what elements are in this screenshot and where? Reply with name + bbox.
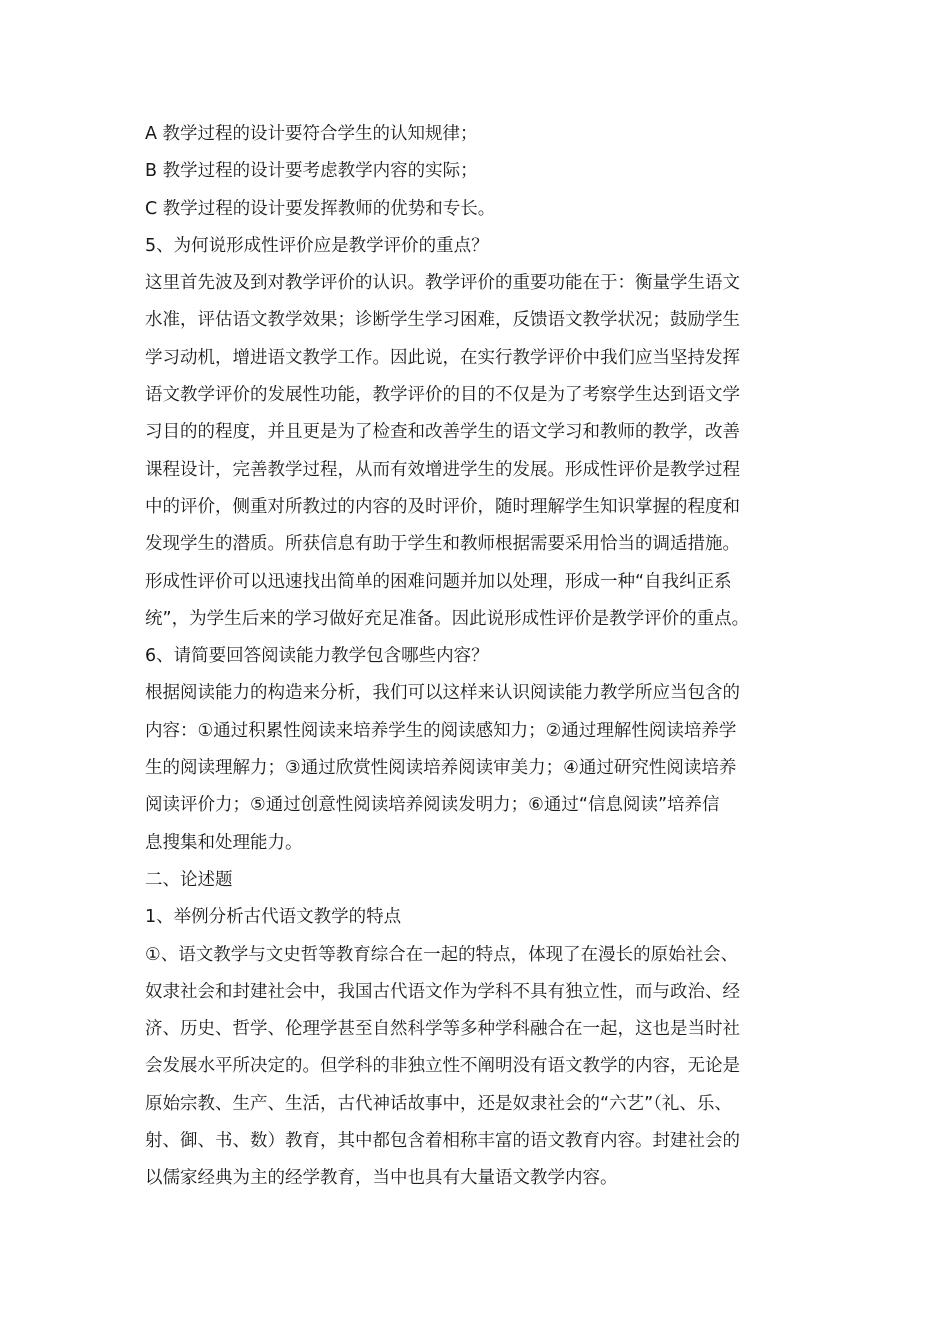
paragraph-line: 形成性评价可以迅速找出简单的困难问题并加以处理，形成一种“自我纠正系 — [145, 571, 732, 592]
option-c-line: C 教学过程的设计要发挥教师的优势和专长。 — [145, 198, 496, 219]
paragraph-line: 统”，为学生后来的学习做好充足准备。因此说形成性评价是教学评价的重点。 — [145, 608, 750, 629]
paragraph-line: ①、语文教学与文史哲等教育综合在一起的特点，体现了在漫长的原始社会、 — [145, 944, 739, 965]
question-5-heading: 5、为何说形成性评价应是教学评价的重点？ — [145, 235, 489, 256]
paragraph-line: 济、历史、哲学、伦理学甚至自然科学等多种学科融合在一起，这也是当时社 — [145, 1019, 740, 1040]
paragraph-line: 息搜集和处理能力。 — [145, 832, 303, 853]
paragraph-line: 阅读评价力；⑤通过创意性阅读培养阅读发明力；⑥通过“信息阅读”培养信 — [145, 795, 720, 816]
paragraph-line: 奴隶社会和封建社会中，我国古代语文作为学科不具有独立性，而与政治、经 — [145, 981, 740, 1002]
question-6-heading: 6、请简要回答阅读能力教学包含哪些内容？ — [145, 646, 489, 667]
document-body — [145, 116, 810, 1198]
paragraph-line: 会发展水平所决定的。但学科的非独立性不阐明没有语文教学的内容，无论是 — [145, 1056, 740, 1077]
paragraph-line: 内容：①通过积累性阅读来培养学生的阅读感知力；②通过理解性阅读培养学 — [145, 720, 737, 741]
paragraph-line: 学习动机，增进语文教学工作。因此说，在实行教学评价中我们应当坚持发挥 — [145, 347, 740, 368]
paragraph-line: 水准，评估语文教学效果；诊断学生学习困难，反馈语文教学状况；鼓励学生 — [145, 310, 740, 331]
paragraph-line: 习目的的程度，并且更是为了检查和改善学生的语文学习和教师的教学，改善 — [145, 422, 740, 443]
paragraph-line: 射、御、书、数）教育，其中都包含着相称丰富的语文教育内容。封建社会的 — [145, 1131, 740, 1152]
paragraph-line: 以儒家经典为主的经学教育，当中也具有大量语文教学内容。 — [145, 1168, 618, 1189]
option-b-line: B 教学过程的设计要考虑教学内容的实际； — [145, 161, 478, 182]
paragraph-line: 课程设计，完善教学过程，从而有效增进学生的发展。形成性评价是教学过程 — [145, 459, 740, 480]
paragraph-line: 根据阅读能力的构造来分析，我们可以这样来认识阅读能力教学所应当包含的 — [145, 683, 740, 704]
paragraph-line: 中的评价，侧重对所教过的内容的及时评价，随时理解学生知识掌握的程度和 — [145, 496, 740, 517]
section-heading: 二、论述题 — [145, 869, 233, 890]
option-a-line: A 教学过程的设计要符合学生的认知规律； — [145, 124, 478, 144]
paragraph-line: 语文教学评价的发展性功能，教学评价的目的不仅是为了考察学生达到语文学 — [145, 385, 740, 406]
paragraph-line: 原始宗教、生产、生活，古代神话故事中，还是奴隶社会的“六艺”（礼、乐、 — [145, 1093, 732, 1114]
paragraph-line: 生的阅读理解力；③通过欣赏性阅读培养阅读审美力；④通过研究性阅读培养 — [145, 758, 737, 779]
paragraph-line: 发现学生的潜质。所获信息有助于学生和教师根据需要采用恰当的调适措施。 — [145, 534, 740, 555]
essay-question-1-heading: 1、举例分析古代语文教学的特点 — [145, 907, 402, 928]
paragraph-line: 这里首先波及到对教学评价的认识。教学评价的重要功能在于：衡量学生语文 — [145, 273, 740, 294]
